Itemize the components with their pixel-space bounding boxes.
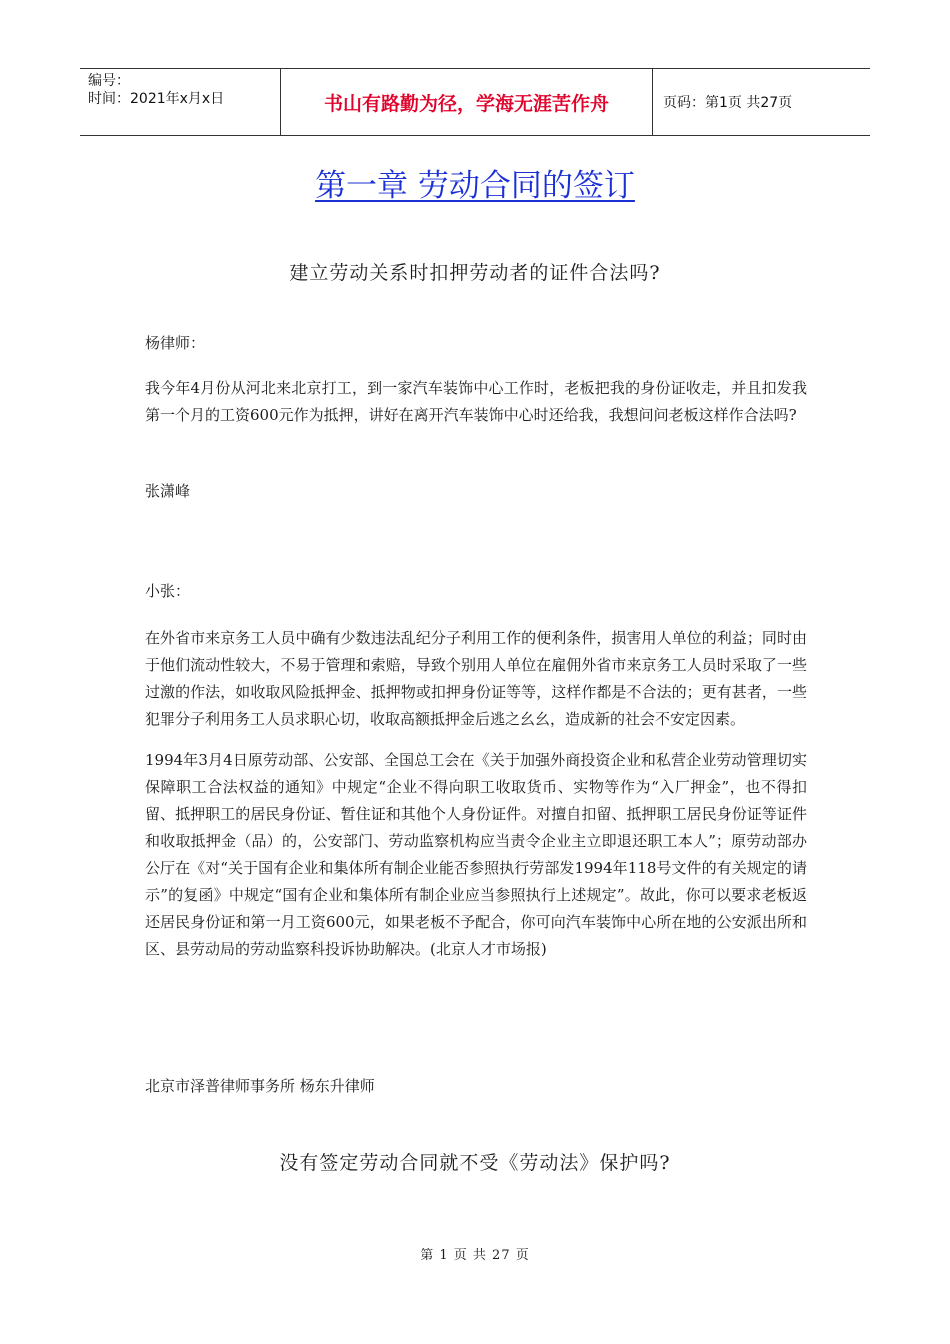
- header-motto: 书山有路勤为径，学海无涯苦作舟: [281, 69, 653, 135]
- reply-paragraph-1: 在外省市来京务工人员中确有少数违法乱纪分子利用工作的便利条件，损害用人单位的利益；同时由于他们流动性较大，不易于管理和索赔，导致个别用人单位在雇佣外省市来京务工人员时采取了一些过激的作法，如收取风险抵押金、抵押物或扣押身份证等等，这样作都是不合法的；更有甚者，一些犯罪分子利用务工人员求职心切，收取高额抵押金后逃之幺幺，造成新的社会不安定因素。: [145, 629, 807, 728]
- reply-greeting: 小张：: [145, 582, 191, 600]
- letter-asker-name: 张潇峰: [145, 482, 191, 500]
- letter-question-text: 我今年4月份从河北来北京打工，到一家汽车装饰中心工作时，老板把我的身份证收走，并且扣发我第一个月的工资600元作为抵押，讲好在离开汽车装饰中心时还给我，我想问问老板这样作合法吗?: [145, 379, 807, 424]
- page-footer: 第 1 页 共 27 页: [420, 1248, 530, 1263]
- letter-greeting: 杨律师：: [145, 334, 206, 352]
- question-2-title: 没有签定劳动合同就不受《劳动法》保护吗?: [279, 1152, 671, 1174]
- question-1-title: 建立劳动关系时扣押劳动者的证件合法吗?: [289, 262, 661, 284]
- chapter-title-link[interactable]: 第一章 劳动合同的签订: [315, 168, 635, 204]
- chapter-title[interactable]: [0, 160, 950, 205]
- document-date-label: 时间：2021年x月x日: [88, 91, 225, 107]
- document-number-label: 编号：: [88, 73, 130, 89]
- header-page-info: 页码：第1页 共27页: [663, 95, 793, 111]
- reply-signature: 北京市泽普律师事务所 杨东升律师: [145, 1077, 375, 1095]
- header-meta: [80, 69, 281, 135]
- document-header: [80, 68, 870, 136]
- reply-paragraph-2: 1994年3月4日原劳动部、公安部、全国总工会在《关于加强外商投资企业和私营企业劳动管理切实保障职工合法权益的通知》中规定“企业不得向职工收取货币、实物等作为“入厂押金”，也不得扣留、抵押职工的居民身份证、暂住证和其他个人身份证件。对擅自扣留、抵押职工居民身份证等证件和收取抵押金（品）的，公安部门、劳动监察机构应当责令企业主立即退还职工本人”；原劳动部办公厅在《对“关于国有企业和集体所有制企业能否参照执行劳部发1994年118号文件的有关规定的请示”的复函》中规定“国有企业和集体所有制企业应当参照执行上述规定”。故此，你可以要求老板返还居民身份证和第一月工资600元，如果老板不予配合，你可向汽车装饰中心所在地的公安派出所和区、县劳动局的劳动监察科投诉协助解决。(北京人才市场报): [145, 751, 807, 958]
